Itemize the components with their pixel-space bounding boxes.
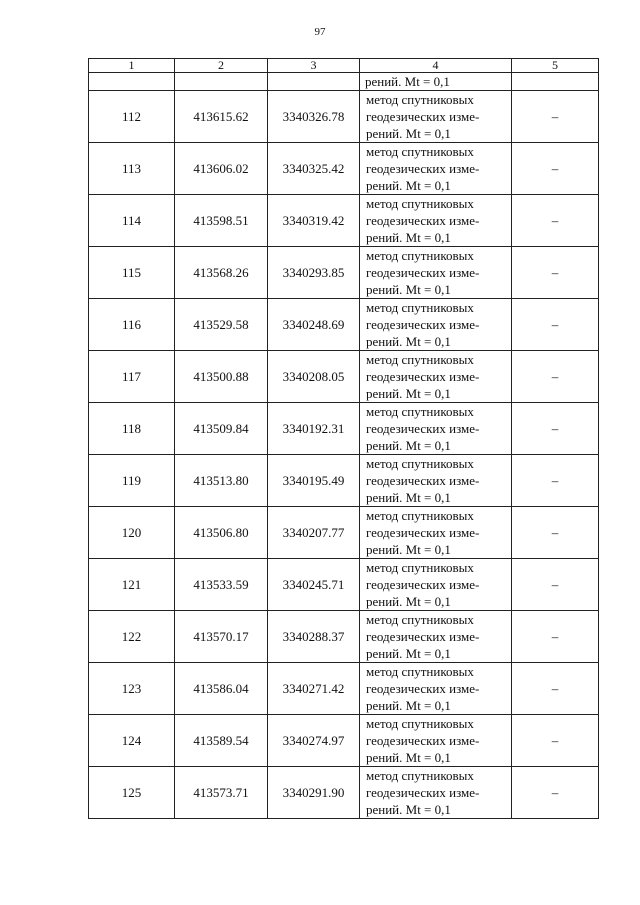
table-row — [89, 767, 599, 819]
y-coordinate-cell: 3340288.37 — [268, 611, 360, 663]
method-line: рений. Mt = 0,1 — [366, 750, 451, 765]
note-cell: – — [512, 559, 599, 611]
method-cell — [360, 559, 512, 611]
y-coordinate-cell: 3340274.97 — [268, 715, 360, 767]
method-line: рений. Mt = 0,1 — [366, 438, 451, 453]
method-line: геодезических изме- — [366, 577, 480, 592]
point-number-cell: 113 — [89, 143, 175, 195]
method-cell — [360, 195, 512, 247]
method-cell — [360, 143, 512, 195]
method-line: метод спутниковых — [366, 404, 474, 419]
point-number-cell: 121 — [89, 559, 175, 611]
y-coordinate-cell: 3340293.85 — [268, 247, 360, 299]
x-coordinate-cell: 413586.04 — [175, 663, 268, 715]
method-line: геодезических изме- — [366, 369, 480, 384]
x-coordinate-cell: 413533.59 — [175, 559, 268, 611]
x-coordinate-cell: 413615.62 — [175, 91, 268, 143]
column-header: 1 — [89, 59, 175, 73]
point-number-cell: 120 — [89, 507, 175, 559]
method-line: метод спутниковых — [366, 560, 474, 575]
x-coordinate-cell: 413570.17 — [175, 611, 268, 663]
point-number-cell: 122 — [89, 611, 175, 663]
method-line: рений. Mt = 0,1 — [366, 542, 451, 557]
method-line: геодезических изме- — [366, 733, 480, 748]
method-line: рений. Mt = 0,1 — [366, 282, 451, 297]
point-number-cell: 115 — [89, 247, 175, 299]
column-header: 5 — [512, 59, 599, 73]
method-cell — [360, 91, 512, 143]
x-coordinate-cell: 413573.71 — [175, 767, 268, 819]
note-cell: – — [512, 767, 599, 819]
point-number-cell: 119 — [89, 455, 175, 507]
note-cell: – — [512, 91, 599, 143]
method-line: метод спутниковых — [366, 612, 474, 627]
method-cell — [360, 247, 512, 299]
method-line: метод спутниковых — [366, 456, 474, 471]
x-coordinate-cell: 413568.26 — [175, 247, 268, 299]
x-coordinate-cell — [175, 73, 268, 91]
note-cell — [512, 73, 599, 91]
table-row — [89, 507, 599, 559]
point-number-cell: 116 — [89, 299, 175, 351]
page-number: 97 — [314, 26, 326, 38]
note-cell: – — [512, 195, 599, 247]
table-row — [89, 91, 599, 143]
note-cell: – — [512, 299, 599, 351]
y-coordinate-cell: 3340291.90 — [268, 767, 360, 819]
method-line: метод спутниковых — [366, 508, 474, 523]
method-line: рений. Mt = 0,1 — [366, 490, 451, 505]
table-row — [89, 195, 599, 247]
table-row — [89, 559, 599, 611]
x-coordinate-cell: 413529.58 — [175, 299, 268, 351]
table-row — [89, 455, 599, 507]
coordinates-table-body — [89, 59, 599, 819]
method-line: метод спутниковых — [366, 664, 474, 679]
table-row — [89, 715, 599, 767]
method-line: рений. Mt = 0,1 — [366, 594, 451, 609]
x-coordinate-cell: 413598.51 — [175, 195, 268, 247]
method-cell — [360, 507, 512, 559]
method-line: рений. Mt = 0,1 — [366, 802, 451, 817]
method-line: метод спутниковых — [366, 352, 474, 367]
y-coordinate-cell: 3340326.78 — [268, 91, 360, 143]
table-row — [89, 403, 599, 455]
method-line: метод спутниковых — [366, 768, 474, 783]
method-line: рений. Mt = 0,1 — [366, 698, 451, 713]
method-cell — [360, 611, 512, 663]
point-number-cell — [89, 73, 175, 91]
table-row — [89, 611, 599, 663]
method-line: геодезических изме- — [366, 525, 480, 540]
note-cell: – — [512, 455, 599, 507]
point-number-cell: 124 — [89, 715, 175, 767]
y-coordinate-cell: 3340248.69 — [268, 299, 360, 351]
method-line: метод спутниковых — [366, 92, 474, 107]
method-cell — [360, 351, 512, 403]
note-cell: – — [512, 143, 599, 195]
method-line: геодезических изме- — [366, 473, 480, 488]
method-line: рений. Mt = 0,1 — [366, 334, 451, 349]
method-line: геодезических изме- — [366, 317, 480, 332]
note-cell: – — [512, 403, 599, 455]
method-line: метод спутниковых — [366, 300, 474, 315]
note-cell: – — [512, 715, 599, 767]
method-line: метод спутниковых — [366, 716, 474, 731]
method-line: рений. Mt = 0,1 — [366, 230, 451, 245]
method-line: геодезических изме- — [366, 785, 480, 800]
method-line: геодезических изме- — [366, 265, 480, 280]
method-line: метод спутниковых — [366, 196, 474, 211]
y-coordinate-cell: 3340245.71 — [268, 559, 360, 611]
note-cell: – — [512, 507, 599, 559]
point-number-cell: 123 — [89, 663, 175, 715]
method-line: геодезических изме- — [366, 161, 480, 176]
header-row — [89, 59, 599, 73]
method-line: геодезических изме- — [366, 681, 480, 696]
x-coordinate-cell: 413500.88 — [175, 351, 268, 403]
method-line: рений. Mt = 0,1 — [366, 646, 451, 661]
x-coordinate-cell: 413606.02 — [175, 143, 268, 195]
point-number-cell: 112 — [89, 91, 175, 143]
method-line: геодезических изме- — [366, 421, 480, 436]
x-coordinate-cell: 413506.80 — [175, 507, 268, 559]
note-cell: – — [512, 663, 599, 715]
y-coordinate-cell: 3340325.42 — [268, 143, 360, 195]
x-coordinate-cell: 413509.84 — [175, 403, 268, 455]
y-coordinate-cell: 3340271.42 — [268, 663, 360, 715]
x-coordinate-cell: 413513.80 — [175, 455, 268, 507]
method-line: метод спутниковых — [366, 248, 474, 263]
y-coordinate-cell: 3340192.31 — [268, 403, 360, 455]
table-row — [89, 143, 599, 195]
method-line: рений. Mt = 0,1 — [366, 178, 451, 193]
method-cell — [360, 455, 512, 507]
method-line: геодезических изме- — [366, 109, 480, 124]
table-row — [89, 299, 599, 351]
method-cell — [360, 663, 512, 715]
coordinates-table — [88, 58, 599, 819]
table-row — [89, 663, 599, 715]
column-header: 3 — [268, 59, 360, 73]
note-cell: – — [512, 247, 599, 299]
method-line: метод спутниковых — [366, 144, 474, 159]
point-number-cell: 125 — [89, 767, 175, 819]
table-row — [89, 351, 599, 403]
point-number-cell: 117 — [89, 351, 175, 403]
method-line: геодезических изме- — [366, 213, 480, 228]
method-cell — [360, 767, 512, 819]
method-cell — [360, 715, 512, 767]
y-coordinate-cell — [268, 73, 360, 91]
y-coordinate-cell: 3340195.49 — [268, 455, 360, 507]
method-line: рений. Mt = 0,1 — [366, 126, 451, 141]
column-header: 4 — [360, 59, 512, 73]
y-coordinate-cell: 3340208.05 — [268, 351, 360, 403]
method-line: геодезических изме- — [366, 629, 480, 644]
note-cell: – — [512, 351, 599, 403]
note-cell: – — [512, 611, 599, 663]
y-coordinate-cell: 3340319.42 — [268, 195, 360, 247]
continuation-row — [89, 73, 599, 91]
method-cell — [360, 299, 512, 351]
method-cell: рений. Mt = 0,1 — [360, 73, 512, 91]
method-line: рений. Mt = 0,1 — [366, 386, 451, 401]
table-row — [89, 247, 599, 299]
method-cell — [360, 403, 512, 455]
point-number-cell: 118 — [89, 403, 175, 455]
y-coordinate-cell: 3340207.77 — [268, 507, 360, 559]
point-number-cell: 114 — [89, 195, 175, 247]
x-coordinate-cell: 413589.54 — [175, 715, 268, 767]
column-header: 2 — [175, 59, 268, 73]
